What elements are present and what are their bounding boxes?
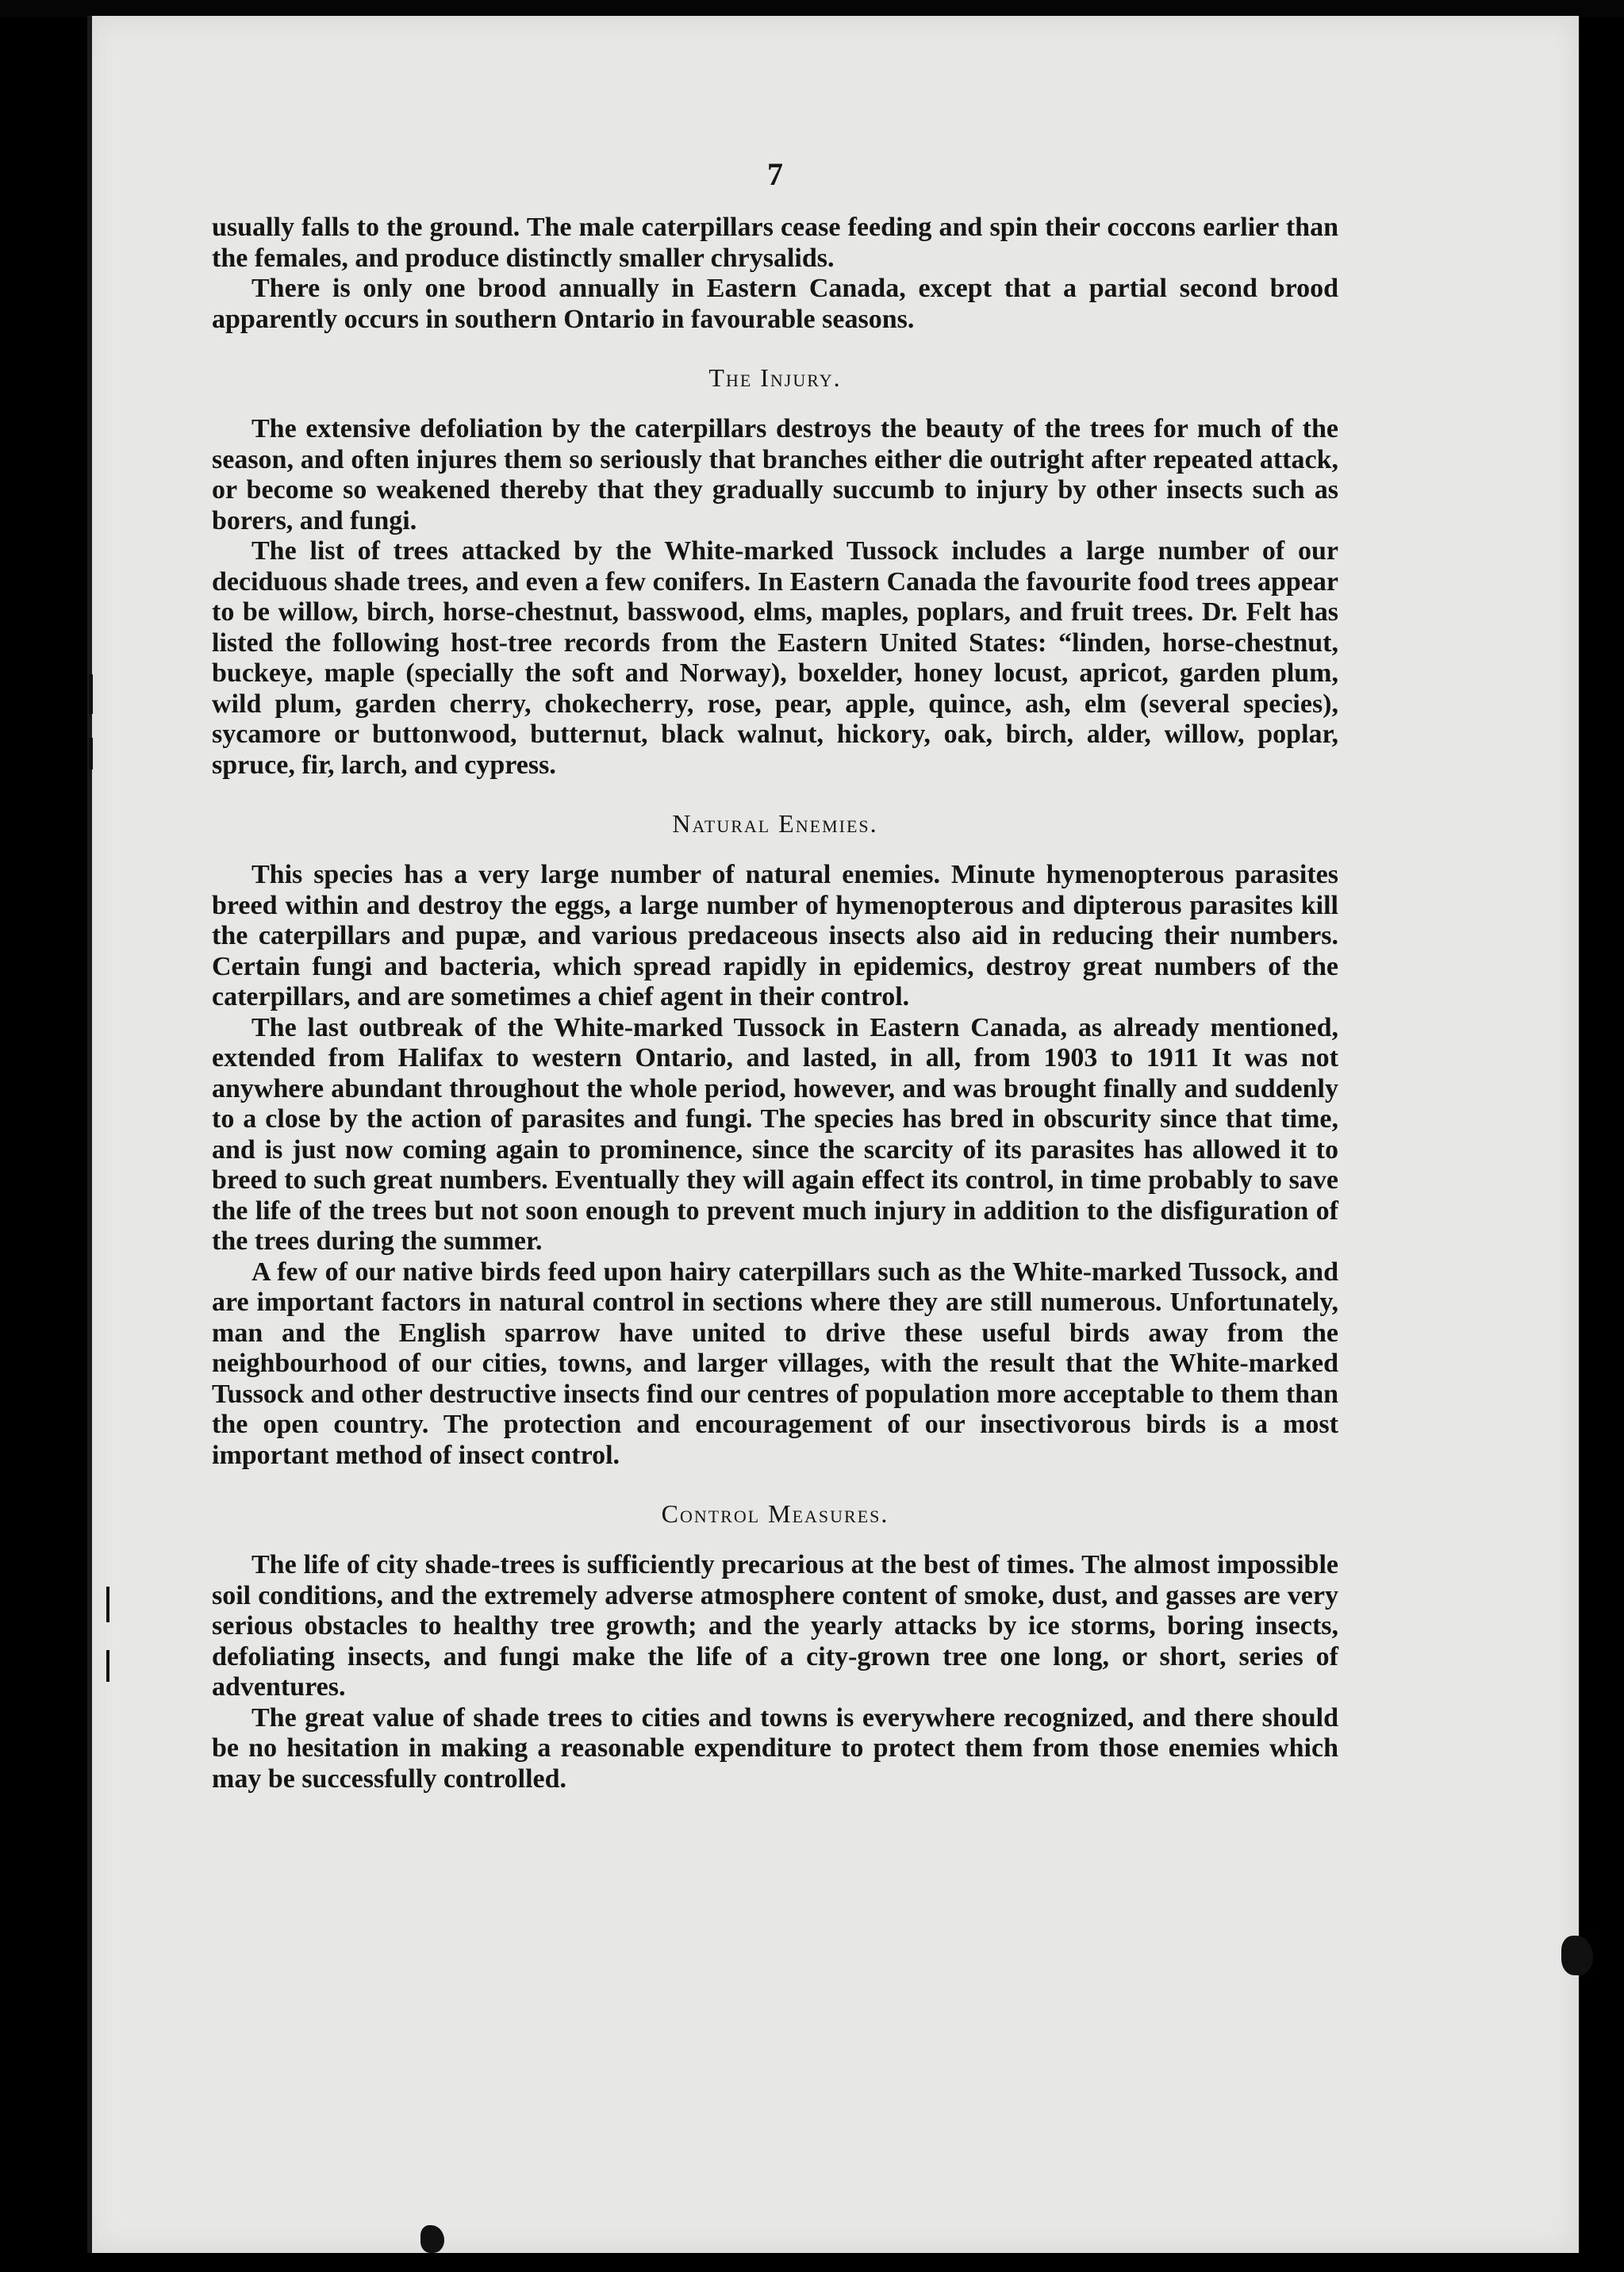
paragraph: This species has a very large number of natural enemies. Minute hymenopterous parasites breed within and destroy the eggs, a large number of hymenopterous and dipterous parasites kill the caterpillars and pupæ, and various predaceous insects also aid in reducing their numbers. Certain fungi and bacteria, which spread rapidly in epidemics, destroy great numbers of the caterpillars, and are sometimes a chief agent in their control. <box>212 860 1338 1011</box>
section-heading-natural-enemies: Natural Enemies. <box>672 809 878 838</box>
page-left-edge <box>87 16 92 2253</box>
paragraph: The life of city shade-trees is sufficiently precarious at the best of times. The almost impossible soil conditions, and the extremely adverse atmosphere content of smoke, dust, and gasses are very serious obstacles to healthy tree growth; and the yearly attacks by ice storms, boring insects, defoliating insects, and fungi make the life of a city-grown tree one long, or short, series of adventures. <box>212 1550 1338 1702</box>
paragraph: A few of our native birds feed upon hairy caterpillars such as the White-marked Tussock, and are important factors in natural control in sections where they are still numerous. Unfortunately, man and the English sparrow have united to drive these useful birds away from the neighbourhood of our cities, towns, and larger villages, with the result that the White-marked Tussock and other destructive insects find our centres of population more acceptable to them than the open country. The protection and encouragement of our insectivorous birds is a most important method of insect control. <box>212 1257 1338 1470</box>
paragraph: The great value of shade trees to cities and towns is everywhere recognized, and there should be no hesitation in making a reasonable expenditure to protect them from those enemies which may be successfully controlled. <box>212 1702 1338 1794</box>
page-content <box>212 156 1338 1794</box>
margin-mark <box>89 738 93 769</box>
margin-mark <box>106 1587 109 1622</box>
margin-mark <box>89 674 93 714</box>
paragraph: The extensive defoliation by the caterpillars destroys the beauty of the trees for much of the season, and often injures them so seriously that branches either die outright after repeated attack, or become so weakened thereby that they gradually succumb to injury by other insects such as borers, and fungi. <box>212 414 1338 535</box>
paragraph: There is only one brood annually in Eastern Canada, except that a partial second brood apparently occurs in southern Ontario in favourable seasons. <box>212 274 1338 334</box>
scan-top-border <box>0 0 1624 17</box>
paragraph: The list of trees attacked by the White-marked Tussock includes a large number of our deciduous shade trees, and even a few conifers. In Eastern Canada the favourite food trees appear to be willow, birch, horse-chestnut, basswood, elms, maples, poplars, and fruit trees. Dr. Felt has listed the following host-tree records from the Eastern United States: “linden, horse-chestnut, buckeye, maple (specially the soft and Norway), boxelder, honey locust, apricot, garden plum, wild plum, garden cherry, chokecherry, rose, pear, apple, quince, ash, elm (several species), sycamore or buttonwood, butternut, black walnut, hickory, oak, birch, alder, willow, poplar, spruce, fir, larch, and cypress. <box>212 536 1338 780</box>
section-heading-control-measures: Control Measures. <box>661 1499 889 1528</box>
scan-blot <box>420 2225 444 2253</box>
page-number: 7 <box>767 156 783 192</box>
paragraph: usually falls to the ground. The male caterpillars cease feeding and spin their coccons earlier than the females, and produce distinctly smaller chrysalids. <box>212 213 1338 273</box>
paragraph: The last outbreak of the White-marked Tussock in Eastern Canada, as already mentioned, extended from Halifax to western Ontario, and lasted, in all, from 1903 to 1911 It was not anywhere abundant throughout the whole period, however, and was brought finally and suddenly to a close by the action of parasites and fungi. The species has bred in obscurity since that time, and is just now coming again to prominence, since the scarcity of its parasites has allowed it to breed to such great numbers. Eventually they will again effect its control, in time probably to save the life of the trees but not soon enough to prevent much injury in addition to the disfiguration of the trees during the summer. <box>212 1012 1338 1256</box>
scan-blot <box>1561 1936 1593 1975</box>
margin-mark <box>106 1650 109 1682</box>
section-heading-injury: The Injury. <box>708 363 842 392</box>
